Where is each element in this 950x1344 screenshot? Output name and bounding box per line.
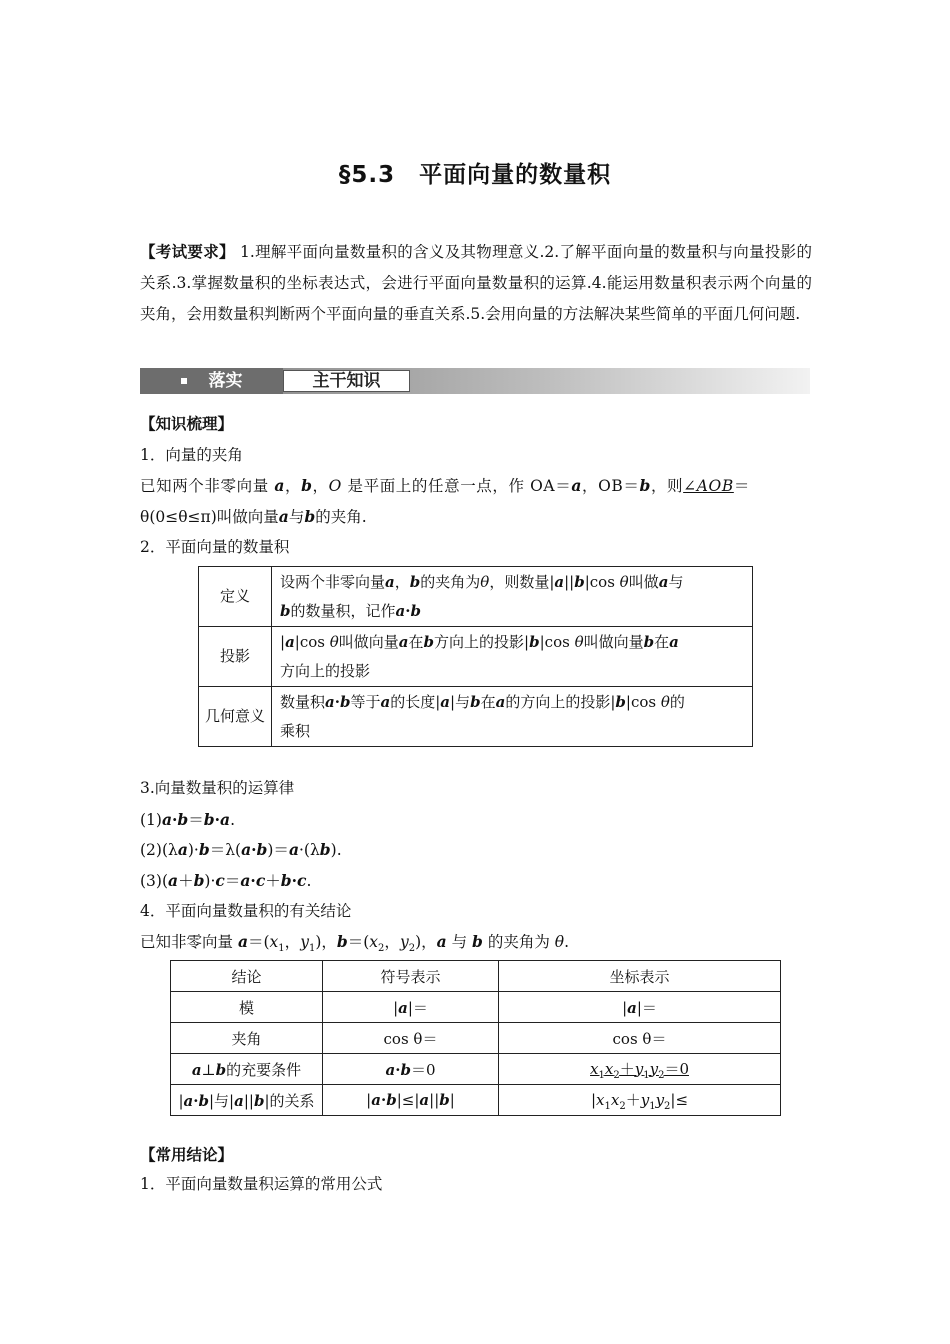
t: ， — [394, 572, 410, 591]
t: . — [564, 933, 570, 951]
vec-a: a — [241, 840, 252, 859]
table-row — [171, 1023, 781, 1054]
sub: 1 — [643, 1069, 650, 1081]
t: | — [248, 1091, 254, 1110]
vec-a: a — [240, 871, 251, 890]
t: (2)(λ — [140, 841, 178, 859]
banner-right: 主干知识 — [283, 370, 410, 392]
vec-a: a — [371, 1091, 381, 1109]
vec-b: b — [470, 692, 481, 711]
vec-b: b — [256, 840, 268, 859]
t: | — [393, 998, 399, 1017]
dot-product-table — [198, 566, 753, 747]
vec-b: b — [339, 692, 351, 711]
row-body — [272, 567, 753, 627]
vec-b: b — [301, 476, 313, 495]
vec-b: b — [643, 632, 655, 651]
item3-heading: 3.向量数量积的运算律 — [140, 779, 295, 797]
t: |cos — [584, 572, 620, 591]
t: 在 — [654, 632, 670, 651]
dot: · — [395, 1060, 401, 1079]
vec-b: b — [529, 632, 540, 651]
vec-a: a — [220, 810, 231, 829]
vec-a: a — [385, 572, 395, 591]
dot: · — [291, 871, 298, 890]
x2: x — [369, 933, 379, 951]
cell-coord — [499, 992, 781, 1023]
t: )， — [415, 933, 437, 951]
t: 与 — [288, 508, 305, 526]
x2: x — [610, 1090, 620, 1109]
t: 的夹角. — [315, 508, 367, 526]
vec-a: a — [419, 1091, 430, 1109]
t: | — [366, 1091, 372, 1109]
dot: · — [405, 601, 411, 620]
sub: 1 — [308, 943, 316, 955]
t: 与 — [446, 933, 473, 951]
t: |≤ — [670, 1090, 689, 1109]
t: |≤| — [396, 1091, 420, 1109]
row-body — [272, 627, 753, 687]
t: ， — [284, 477, 302, 495]
vec-a: a — [168, 871, 179, 890]
vec-b: b — [386, 1091, 397, 1109]
t: |与| — [209, 1091, 235, 1110]
t: |cos — [539, 632, 575, 651]
exam-requirements — [140, 237, 812, 330]
vec-b: b — [410, 601, 421, 620]
t: ，则数量| — [489, 572, 555, 591]
vec-b: b — [280, 601, 291, 620]
t: 在 — [480, 692, 496, 711]
sub: 2 — [619, 1100, 626, 1112]
t: 的长度| — [390, 692, 441, 711]
vec-a: a — [440, 692, 451, 711]
t: 叫做 — [628, 572, 659, 591]
t: ＝0 — [664, 1059, 689, 1078]
law3 — [140, 871, 311, 891]
vec-a: a — [395, 601, 406, 620]
vec-b: b — [198, 1091, 209, 1110]
coord-perp — [590, 1059, 689, 1081]
vec-a: a — [398, 998, 408, 1017]
t: 已知两个非零向量 — [140, 477, 275, 495]
vec-a: a — [161, 810, 173, 829]
banner-bullet — [181, 378, 187, 384]
vec-b: b — [574, 572, 585, 591]
vec-b: b — [198, 840, 210, 859]
y2: y — [399, 933, 409, 951]
vec-a: a — [571, 476, 582, 495]
t: ＋ — [619, 1059, 635, 1078]
vec-b: b — [423, 632, 435, 651]
vec-c: c — [255, 871, 266, 890]
t: |的关系 — [264, 1091, 315, 1110]
t: 的方向上的投影| — [505, 692, 616, 711]
t: ). — [330, 841, 342, 859]
t: ， — [284, 933, 301, 951]
y1: y — [634, 1059, 644, 1078]
cell-sym — [323, 1085, 499, 1116]
theta: θ — [574, 632, 584, 651]
t: ·(λ — [298, 841, 320, 859]
x1: x — [590, 1059, 599, 1078]
row-head: 定义 — [199, 567, 272, 627]
t: 数量积 — [280, 692, 326, 711]
table-row — [171, 992, 781, 1023]
t: | — [622, 998, 628, 1017]
cell-sym — [323, 1054, 499, 1085]
cell-coord — [499, 1054, 781, 1085]
t: . — [306, 872, 312, 890]
item2-heading: 2．平面向量的数量积 — [140, 538, 290, 556]
sub: 2 — [408, 943, 416, 955]
row-head: 几何意义 — [199, 687, 272, 747]
vec-b: b — [615, 692, 626, 711]
dot: · — [214, 810, 221, 829]
t: ＋ — [625, 1090, 641, 1109]
cell-name: 夹角 — [171, 1023, 323, 1054]
t: )· — [204, 872, 216, 890]
table-row — [199, 687, 753, 747]
t: | — [434, 1091, 440, 1109]
col-header: 结论 — [171, 961, 323, 992]
sub: 1 — [649, 1100, 656, 1112]
common-label: 【常用结论】 — [140, 1146, 234, 1164]
t: | — [280, 632, 286, 651]
vec-a: a — [495, 692, 506, 711]
vec-b: b — [193, 871, 205, 890]
table-row — [171, 1085, 781, 1116]
theta: θ — [554, 933, 565, 951]
vec-b: b — [400, 1060, 411, 1079]
t: . — [230, 811, 236, 829]
item1-line1 — [140, 476, 750, 496]
cell-coord: cos θ＝ — [499, 1023, 781, 1054]
banner-left — [140, 368, 283, 394]
vec-b: b — [639, 476, 651, 495]
cell-sym: cos θ＝ — [323, 1023, 499, 1054]
t: 的 — [669, 692, 685, 711]
cell-sym — [323, 992, 499, 1023]
item1-line2 — [140, 507, 367, 527]
cell-name: 模 — [171, 992, 323, 1023]
t: 已知非零向量 — [140, 933, 238, 951]
y1: y — [640, 1090, 650, 1109]
vec-a: a — [658, 572, 669, 591]
sub: 2 — [664, 1100, 671, 1112]
dot: · — [334, 692, 340, 711]
t: ＝0 — [410, 1060, 436, 1079]
row-body — [272, 687, 753, 747]
t: 的充要条件 — [226, 1060, 302, 1079]
t: ， — [312, 477, 329, 495]
vec-b: b — [336, 932, 348, 951]
dot: · — [380, 1091, 387, 1109]
t: 方向上的投影| — [434, 632, 530, 651]
t: | — [590, 1090, 596, 1109]
table-row — [199, 627, 753, 687]
vec-c: c — [297, 871, 307, 890]
table-row — [199, 567, 753, 627]
theta: θ — [329, 632, 339, 651]
x1: x — [269, 933, 279, 951]
t: 的夹角为 — [482, 933, 555, 951]
law2 — [140, 840, 342, 860]
t: ⊥ — [201, 1060, 216, 1079]
vec-b: b — [472, 932, 483, 951]
t: 是平面上的任意一点，作 OA＝ — [341, 477, 572, 495]
vec-b: b — [319, 840, 331, 859]
t: || — [564, 572, 575, 591]
dot: · — [172, 810, 178, 829]
x1: x — [596, 1090, 605, 1109]
vec-a: a — [398, 632, 409, 651]
sub: 1 — [598, 1069, 605, 1081]
t: ＝ — [188, 811, 204, 829]
theta: θ — [480, 572, 490, 591]
item1-heading: 1．向量的夹角 — [140, 446, 243, 464]
sub: 1 — [278, 943, 285, 955]
vec-a: a — [274, 476, 285, 495]
vec-b: b — [280, 871, 292, 890]
t: | — [429, 1091, 435, 1109]
vec-a: a — [554, 572, 565, 591]
table-header-row — [171, 961, 781, 992]
vec-a: a — [285, 632, 295, 651]
t: )· — [187, 841, 199, 859]
t: 方向上的投影 — [280, 661, 371, 680]
dot: · — [250, 871, 256, 890]
vec-b: b — [409, 572, 421, 591]
vec-a: a — [191, 1060, 202, 1079]
sub: 2 — [658, 1069, 665, 1081]
t: ＋ — [178, 872, 194, 890]
t: | — [243, 1091, 249, 1110]
cell-coord — [499, 1085, 781, 1116]
t: ，则 — [650, 477, 684, 495]
vec-a: a — [385, 1060, 396, 1079]
vec-a: a — [380, 692, 391, 711]
vec-c: c — [215, 871, 225, 890]
y1: y — [300, 933, 309, 951]
sub: 2 — [613, 1069, 620, 1081]
y2: y — [649, 1059, 659, 1078]
t: 的夹角为 — [420, 572, 481, 591]
t: ，OB＝ — [581, 477, 640, 495]
common-item1: 1．平面向量数量积运算的常用公式 — [140, 1175, 383, 1193]
knowledge-label: 【知识梳理】 — [140, 415, 234, 433]
vec-a: a — [288, 840, 299, 859]
x2: x — [604, 1059, 614, 1078]
dot: · — [193, 1091, 199, 1110]
vec-b: b — [203, 810, 215, 829]
theta: θ — [660, 692, 670, 711]
vec-b: b — [215, 1060, 227, 1079]
vec-a: a — [627, 998, 637, 1017]
t: ， — [384, 933, 400, 951]
t: 在 — [408, 632, 424, 651]
t: 乘积 — [280, 721, 311, 740]
section-banner — [140, 368, 810, 394]
t: ＋ — [265, 872, 281, 890]
vec-a: a — [183, 1091, 194, 1110]
vec-a: a — [234, 1091, 244, 1110]
t: (3)( — [140, 872, 169, 890]
angle-aob: ∠AOB — [683, 477, 734, 495]
banner-left-label: 落实 — [208, 371, 243, 391]
requirements-text: 1.理解平面向量数量积的含义及其物理意义.2.了解平面向量的数量积与向量投影的关系.3.掌握数量积的坐标表达式，会进行平面向量数量积的运算.4.能运用数量积表示两个向量的夹角，会用数量积判断两个平面向量的垂直关系.5.会用向量的方法解决某些简单的平面几何问题. — [140, 243, 812, 323]
t: |与 — [450, 692, 471, 711]
sub: 1 — [604, 1100, 611, 1112]
t: ＝ — [224, 872, 241, 890]
sub: 2 — [378, 943, 385, 955]
item4-intro — [140, 932, 569, 959]
t: |＝ — [636, 998, 657, 1017]
t: )， — [315, 933, 337, 951]
vec-a: a — [278, 507, 289, 526]
t: θ(0≤θ≤π)叫做向量 — [140, 508, 279, 526]
item4-heading: 4．平面向量数量积的有关结论 — [140, 902, 352, 920]
t: |＝ — [407, 998, 428, 1017]
vec-a: a — [237, 932, 248, 951]
t: 的数量积，记作 — [290, 601, 396, 620]
vec-a: a — [436, 932, 447, 951]
col-header: 坐标表示 — [499, 961, 781, 992]
col-header: 符号表示 — [323, 961, 499, 992]
conclusions-table — [170, 960, 781, 1116]
t: 叫做向量 — [583, 632, 644, 651]
t: ＝( — [347, 933, 370, 951]
t: |cos — [625, 692, 661, 711]
vec-b: b — [439, 1091, 450, 1109]
table-row — [171, 1054, 781, 1085]
t: | — [449, 1091, 455, 1109]
t: 等于 — [350, 692, 381, 711]
t: 叫做向量 — [338, 632, 399, 651]
requirements-label: 【考试要求】 — [140, 243, 235, 261]
t: 与 — [668, 572, 684, 591]
t: | — [178, 1091, 184, 1110]
y2: y — [655, 1090, 665, 1109]
cell-name — [171, 1054, 323, 1085]
vec-b: b — [304, 507, 316, 526]
vec-a: a — [325, 692, 335, 711]
point-o: O — [328, 477, 342, 495]
t: )＝ — [267, 841, 289, 859]
cell-name — [171, 1085, 323, 1116]
t: (1) — [140, 811, 162, 829]
t: ＝ — [733, 477, 750, 495]
dot: · — [251, 840, 257, 859]
page-title: §5.3 平面向量的数量积 — [338, 162, 612, 188]
t: ＝( — [247, 933, 270, 951]
vec-b: b — [253, 1091, 265, 1110]
row-head: 投影 — [199, 627, 272, 687]
t: |cos — [294, 632, 330, 651]
theta: θ — [619, 572, 629, 591]
vec-a: a — [177, 840, 188, 859]
t: 设两个非零向量 — [280, 572, 386, 591]
law1 — [140, 810, 235, 830]
t: ＝λ( — [209, 841, 242, 859]
vec-a: a — [669, 632, 679, 651]
vec-b: b — [177, 810, 189, 829]
